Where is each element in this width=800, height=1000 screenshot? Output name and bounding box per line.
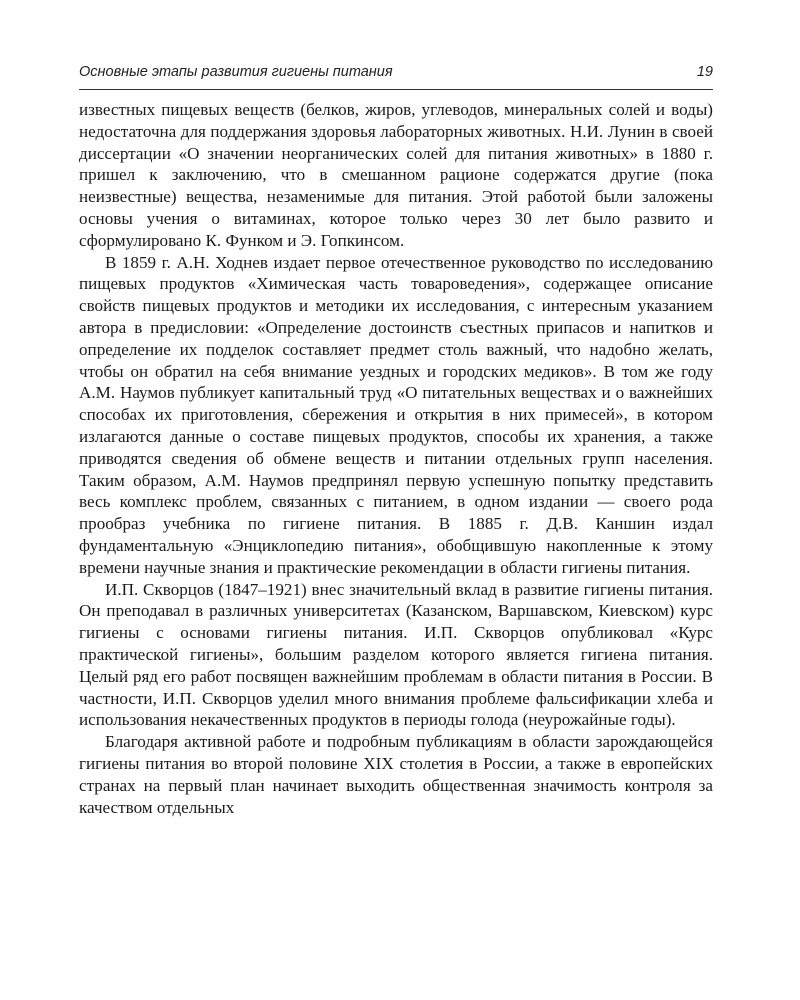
body-text xyxy=(79,99,713,818)
header-rule xyxy=(79,89,713,90)
chapter-title: Основные этапы развития гигиены питания xyxy=(79,64,393,80)
page-number: 19 xyxy=(696,64,713,80)
paragraph: И.П. Скворцов (1847–1921) внес значительный вклад в развитие гигиены питания. Он преподавал в различных университетах (Казанском, Варшавском, Киевском) курс гигиены с основами гигиены питания. И.П. Скворцов опубликовал «Курс практической гигиены», большим разделом которого является гигиена питания. Целый ряд его работ посвящен важнейшим проблемам в области питания в России. В частности, И.П. Скворцов уделил много внимания проблеме фальсификации хлеба и использования некачественных продуктов в периоды голода (неурожайные годы). xyxy=(79,579,713,730)
paragraph: Благодаря активной работе и подробным публикациям в области зарождающейся гигиены питания во второй половине XIX столетия в России, а также в европейских странах на первый план начинает выходить общественная значимость контроля за качеством отдельных xyxy=(79,732,713,817)
running-head xyxy=(79,62,713,86)
paragraph-continued: известных пищевых веществ (белков, жиров, углеводов, минеральных солей и воды) недостаточна для поддержания здоровья лабораторных животных. Н.И. Лунин в своей диссертации «О значении неорганических солей для питания животных» в 1880 г. пришел к заключению, что в смешанном рационе содержатся другие (пока неизвестные) вещества, незаменимые для питания. Этой работой были заложены основы учения о витаминах, которое только через 30 лет было развито и сформулировано К. Функом и Э. Гопкинсом. xyxy=(79,100,713,250)
paragraph: В 1859 г. А.Н. Ходнев издает первое отечественное руководство по исследованию пищевых продуктов «Химическая часть товароведения», содержащее описание свойств пищевых продуктов и методики их исследования, с интересным указанием автора в предисловии: «Определение достоинств съестных припасов и напитков и определение их подделок составляет предмет столь важный, что надобно желать, чтобы он обратил на себя внимание уездных и городских медиков». В том же году А.М. Наумов публикует капитальный труд «О питательных веществах и о важнейших способах их приготовления, сбережения и открытия в них примесей», в котором излагаются данные о составе пищевых продуктов, способы их хранения, а также приводятся сведения об обмене веществ и питании отдельных групп населения. Таким образом, А.М. Наумов предпринял первую успешную попытку представить весь комплекс проблем, связанных с питанием, в одном издании — своего рода прообраз учебника по гигиене питания. В 1885 г. Д.В. Каншин издал фундаментальную «Энциклопедию питания», обобщившую накопленные к этому времени научные знания и практические рекомендации в области гигиены питания. xyxy=(79,252,713,577)
